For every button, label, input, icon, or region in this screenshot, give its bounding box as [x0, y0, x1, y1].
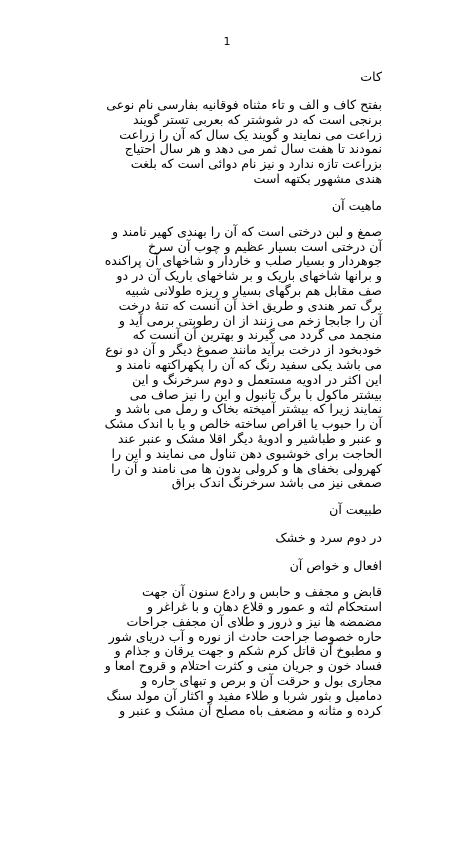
text-line: استحکام لثه و عمور و قلاع دهان و با غراغر و	[147, 598, 382, 614]
text-line: قابض و مجفف و حابس و رادع سنون آن جهت	[141, 584, 382, 600]
text-line: مضمضه ها نیز و ذرور و طلای آن مجفف جراحات	[126, 613, 382, 629]
text-line: بزراعت تازه ندارد و نیز نام دوائی است که بلغت	[130, 156, 382, 172]
text-line: حاره خصوصا جراحت حادث از نوره و آب دریای شور	[108, 628, 382, 644]
paragraph-description	[20, 225, 382, 491]
text-line: فساد خون و جریان منی و کثرت احتلام و قروح امعا و	[104, 658, 382, 674]
temperament-value: در دوم سرد و خشک	[275, 530, 382, 546]
text-line: بفتح کاف و الف و تاء مثناه فوقانیه بفارسی نام نوعی	[106, 97, 382, 112]
text-line: آن را حبوب یا اقراص ساخته خالص و یا با اندک مشک	[104, 416, 382, 432]
text-line: جوهردار و بسیار صلب و خاردار و شاخهای آن پراکنده	[104, 253, 382, 269]
text-line: برنجی است که در شوشتر که بعربی تستر گویند	[132, 111, 382, 127]
text-line: هندی مشهور بکتهه است	[253, 170, 382, 186]
text-line: کرده و مثانه و مضعف باه مصلح آن مشک و عنبر و	[119, 702, 382, 718]
paragraph-properties	[20, 585, 382, 718]
text-line: صمغی نیز می باشد سرخرنگ اندک براق	[171, 475, 382, 491]
text-line: و عنبر و طباشیر و ادویهٔ دیگر اقلا مشک و عنبر عند	[117, 430, 382, 446]
heading-actions-and-properties: افعال و خواص آن	[289, 558, 382, 574]
paragraph-definition	[20, 98, 382, 187]
text-line: این اکثر در ادویه مستعمل و دوم سرخرنگ و این	[132, 371, 382, 387]
text-line: و مطبوخ آن قاتل کرم شکم و جهت یرقان و جذام و	[114, 643, 382, 659]
text-line: الحاجت برای خوشبوی دهن تناول می نمایند و این را	[111, 445, 382, 461]
text-line: و برانها شاخهای باریک و بر شاخهای باریک آن در دو	[116, 268, 382, 284]
text-line: کهرولی بخفای ها و کرولی بدون ها می نامند و آن را	[111, 460, 382, 476]
text-line: زراعت می نمایند و گویند یک سال که آن را زراعت	[119, 126, 382, 142]
text-line: نمودند تا هفت سال ثمر می دهد و هر سال احتیاج	[124, 141, 382, 157]
document-body	[20, 68, 382, 728]
heading-temperament: طبیعت آن	[329, 502, 382, 518]
text-line: منجمد می گردد می گیرند و بهترین آن آنست که	[132, 327, 382, 343]
heading-kaat: کات	[360, 69, 382, 84]
text-line: خودبخود از درخت برآید مانند صموغ دیگر و آن دو نوع	[105, 342, 382, 358]
text-line: صف مقابل هم برگهای بسیار و ریزه طولانی شبیه	[124, 282, 382, 298]
text-line: صمغ و لبن درختی است که آن را بهندی کهیر نامند و	[112, 223, 382, 239]
text-line: نمایند زیرا که بیشتر آمیخته بخاک و رمل می باشد و	[115, 401, 382, 417]
text-line: آن را جابجا زخم می زنند از ان رطوبتی برمی آید و	[118, 312, 382, 328]
text-line: مجاری بول و حرقت آن و برص و تبهای حاره و	[141, 672, 382, 688]
page-number: 1	[223, 35, 231, 48]
heading-nature-of-it: ماهیت آن	[331, 197, 382, 213]
text-line: بیشتر ماکول با برگ تانبول و این را نیز صاف می	[129, 386, 382, 402]
text-line: برگ تمر هندی و طریق اخذ آن آنست که تنهٔ درخت	[118, 297, 382, 313]
text-line: دمامیل و بثور شربا و طلاء مفید و اکثار آن مولد سنگ	[106, 687, 382, 703]
text-line: آن درختی است بسیار عظیم و چوب آن سرخ	[147, 238, 382, 254]
text-line: می باشد یکی سفید رنگ که آن را پکهراکتهه نامند و	[116, 356, 382, 372]
